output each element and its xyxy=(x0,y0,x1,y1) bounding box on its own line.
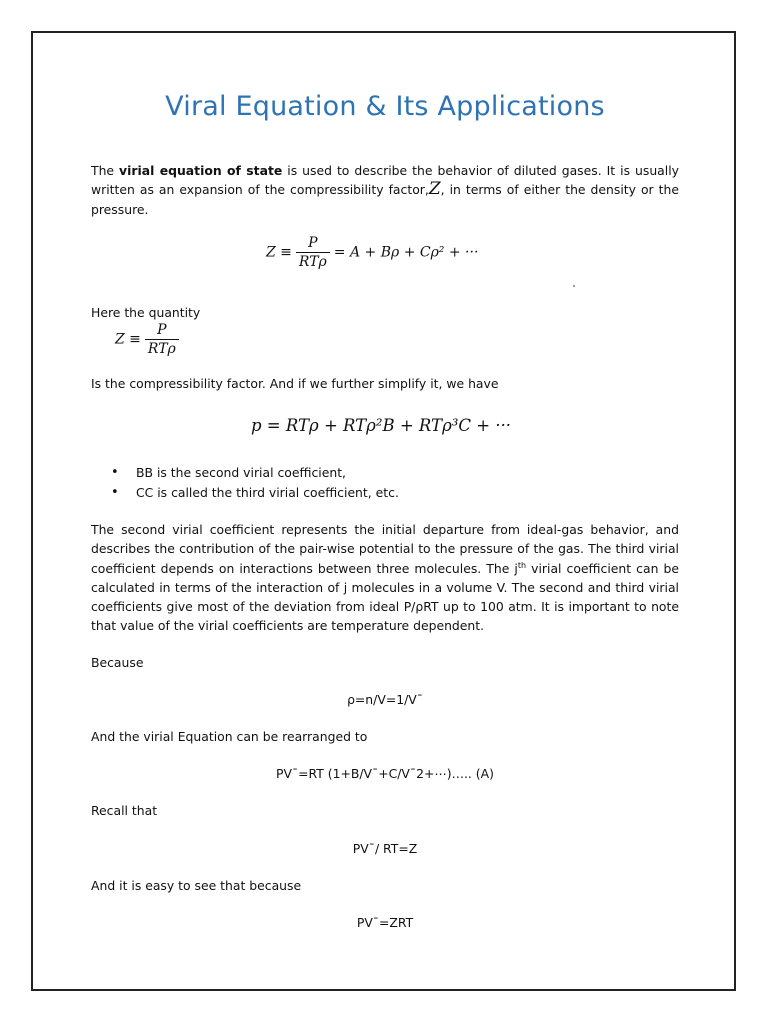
bullet-icon: • xyxy=(111,484,119,500)
intro-lead: The xyxy=(91,163,120,178)
recall-text: Recall that xyxy=(91,803,158,818)
list-item xyxy=(99,483,399,503)
coefficient-list xyxy=(99,463,399,502)
equation-zrt: PV¯=ZRT xyxy=(356,915,414,930)
easy-text: And it is easy to see that because xyxy=(91,878,302,893)
eq1-denominator: RTρ xyxy=(298,254,327,270)
intro-rest: is used to describe the behavior of diluted gases. It is usually written as an expansion of the compressibility factor, xyxy=(91,163,679,198)
eq2-numerator: P xyxy=(145,322,179,340)
bullet-icon: • xyxy=(111,465,119,480)
here-quantity-text: Here the quantity xyxy=(91,305,201,320)
bullet-text: BB is the second virial coefficient, xyxy=(136,465,346,480)
stray-mark xyxy=(573,285,575,287)
because-text: Because xyxy=(91,655,144,670)
eq2-fraction xyxy=(145,322,179,357)
eq2-lhs: Z ≡ xyxy=(115,331,141,348)
para2-superscript: th xyxy=(517,560,527,570)
para2-part2: virial coefficient can be calculated in terms of the interaction of j molecules in a volume V. The second and third virial coefficients give most of the deviation from ideal P/ρRT up to 100 atm. It is important to note that value of the virial coefficients are temperature dependent. xyxy=(91,560,679,634)
bullet-text: CC is called the third virial coefficient, etc. xyxy=(136,484,399,500)
compressibility-text: Is the compressibility factor. And if we further simplify it, we have xyxy=(91,376,499,391)
eq1-fraction xyxy=(296,235,330,270)
z-symbol: Z xyxy=(428,179,441,200)
eq1-lhs: Z ≡ xyxy=(266,244,292,261)
eq2-denominator: RTρ xyxy=(147,341,176,357)
eq1-numerator: P xyxy=(296,235,330,253)
second-virial-paragraph xyxy=(91,520,679,636)
equation-rho: ρ=n/V=1/V¯ xyxy=(347,692,423,707)
intro-rest2: , in terms of either the density or the pressure. xyxy=(91,182,679,217)
equation-a: PV¯=RT (1+B/V¯+C/V¯2+⋯)….. (A) xyxy=(276,766,494,781)
intro-bold-term: virial equation of state xyxy=(119,163,283,178)
document-page xyxy=(31,31,736,991)
equation-pressure-expansion: p = RTρ + RTρ²B + RTρ³C + ··· xyxy=(251,416,512,435)
eq1-rhs: = A + Bρ + Cρ² + ··· xyxy=(333,244,479,261)
list-item xyxy=(99,463,399,483)
page-title: Viral Equation & Its Applications xyxy=(165,91,605,122)
equation-compressibility xyxy=(115,322,183,357)
equation-z: PV¯/ RT=Z xyxy=(352,841,418,856)
intro-paragraph xyxy=(91,161,679,219)
rearranged-text: And the virial Equation can be rearranged to xyxy=(91,729,368,744)
para2-part1: The second virial coefficient represents the initial departure from ideal-gas behavior, and describes the contribution of the pair-wise potential to the pressure of the gas. The third virial coefficient depends on interactions between three molecules. The j xyxy=(91,522,679,576)
equation-virial-density xyxy=(266,235,478,270)
